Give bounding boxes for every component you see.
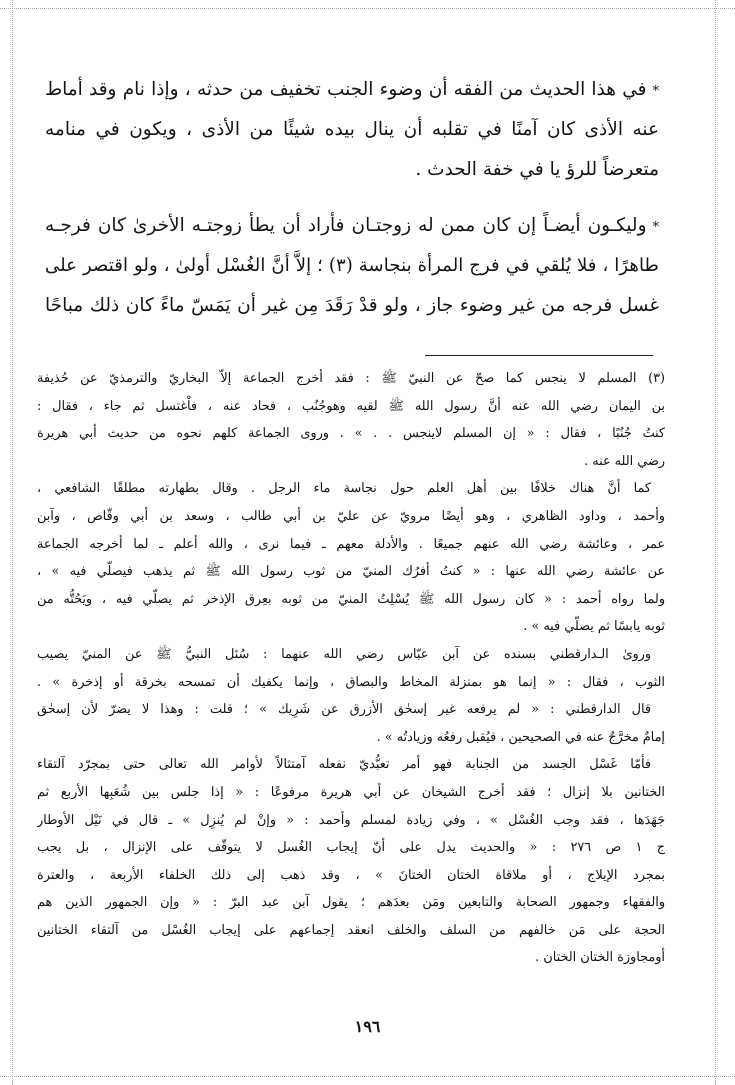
scan-dotted-line [0,8,735,9]
paragraph [45,70,659,190]
line-text: في هذا الحديث من الفقه أن وضوء الجنب تخفيف من حدثه ، وإذا نام وقد أماط [45,79,647,100]
text-line: عنه الأذى كان آمنًا في تقلبه أن ينال بيده شيئًا من الأذى ، ويكون في منامه [45,119,659,140]
footnote-line: بمجرد الإيلاج ، أو ملاقاة الختان الختانَ » ، وقد ذهب إلى ذلك الخلفاء الأربعة ، والعترة [37,867,665,883]
footnote-line: والفقهاء وجمهور الصحابة والتابعين ومَن بعدَهم ؛ يقول آبن عبد البرّ : « وإن الجمهور الذين هم [37,895,665,911]
footnote-line: الحجة على مَن خالفهم من السلف والخلف انعقد إجماعهم على إيجاب الغُسْل من آلتقاء الختانين [37,922,665,938]
text-line [45,70,659,110]
footnote-line: أومجاوزة الختان الختان . [535,950,665,966]
footnote-line: عن عائشة رضي الله عنها : « كنتُ أفرُك المنيّ من ثوب رسول الله ﷺ ثم يذهب فيصلّي فيه » ، [37,564,665,580]
bullet-icon: * [652,84,659,99]
text-line: متعرضاً للرؤ يا في خفة الحدث . [415,159,659,180]
footnotes [37,365,665,972]
footnote-line: كنتُ جُنُبًا ، فقال : « إن المسلم لاينجس . . » . وروى الجماعة كلهم نحوه من حديث أبي هريرة [37,426,665,442]
paragraph [45,206,659,326]
footnote-line: الختانين بلا إنزال ؛ فقد أخرج الشيخان عن أبي هريرة مرفوعًا : « إذا جلس بين شُعَبِها الأربع ثم [37,784,665,800]
scan-dotted-line [0,1076,735,1077]
bullet-icon: * [652,220,659,235]
page-number: ١٩٦ [354,1017,381,1036]
main-text [45,70,659,326]
footnote-line: فأمّا غَسْل الجسد من الجنابة فهو أمر تعبُّديّ نفعله آمتثالاً لأوامر الله تعالى حتى بمجرّد آلتقاء [37,757,651,773]
line-text: وليكـون أيضـاً إن كان ممن له زوجتـان فأراد أن يطأ زوجتـه الأخرىٰ كان فرجـه [45,215,647,236]
footnote-line: وأحمد ، وداود الظاهري ، وهو أيضًا مرويّ عن عليّ بن أبي طالب ، وسعد بن أبي وقّاص ، وآبن [37,508,665,524]
footnote-line: كما أنَّ هناك خلافًا بين أهل العلم حول نجاسة ماء الرجل . وقال بطهارته مطلقًا الشافعي ، [37,481,651,497]
footnote-line: ج ١ ص ٢٧٦ : « والحديث يدل على أنّ إيجاب الغُسل لا يتوقّف على الإنزال ، بل يجب [37,840,665,856]
footnote-line: الثوب ، فقال : « إنما هو بمنزلة المخاط والبصاق ، وإنما يكفيك أن تمسحه بخرقة أو إذخرة » . [37,674,665,690]
footnote-line: رضي الله عنه . [584,453,665,469]
footnote-line: عمر ، وعائشة رضي الله عنهم جميعًا . والأدلة معهم ـ فيما نرى ، والله أعلم ـ لما أخرجه الجماعة [37,536,665,552]
footnote-line: إمامٌ مخرَّجٌ عنه في الصحيحين ، فيُقبل رفعُه وزيادتُه » . [376,729,665,745]
scan-dotted-line [715,0,716,1085]
text-line: غسل فرجه من غير وضوء جاز ، ولو قدْ رَقَدَ مِن غير أن يَمَسّ ماءً كان ذلك مباحًا [45,295,659,316]
scan-dotted-line [12,0,13,1085]
footnote-line: ولما رواه أحمد : « كان رسول الله ﷺ يُسْلِتُ المنيّ من ثوبه بعِرق الإذخر ثم يصلّي فيه ، ويَحُتُّه من [37,591,665,607]
footnote-line: قال الدارقطني : « لم يرفعه غير إسحٰق الأزرق عن شَرِيك » ؛ قلت : وهذا لا يضرّ لأن إسحٰق [37,702,651,718]
footnote-separator [425,355,653,356]
footnote-line: بن اليمان رضي الله عنه أنَّ رسول الله ﷺ لقيه وهوجُنُب ، فحاد عنه ، فاْغتسل ثم جاء ، فقال : [37,398,665,414]
footnote-line: وروىٰ الـدارقطني بسنده عن آبن عبّاس رضي الله عنهما : سُئل النبيُّ ﷺ عن المنيّ يصيب [37,646,651,662]
text-line [45,206,659,246]
text-line: طاهرًا ، فلا يُلقي في فرج المرأة بنجاسة (٣) ؛ إلاَّ أنَّ الغُسْل أولىٰ ، ولو اقتصر على [45,255,659,276]
footnote-line: جَهَدَها ، فقد وجب الغُسْل » ، وفي زيادة لمسلم وأحمد : « وإنْ لم يُنزِل » ـ قال في نَيْل الأوطار [37,812,665,828]
footnote-line: ثوبه يابسًا ثم يصلّي فيه » . [523,619,665,635]
footnote-line: (٣) المسلم لا ينجس كما صحّ عن النبيّ ﷺ : فقد أخرج الجماعة إلاّ البخاريّ والترمذيّ عن حُذيفة [37,371,665,386]
